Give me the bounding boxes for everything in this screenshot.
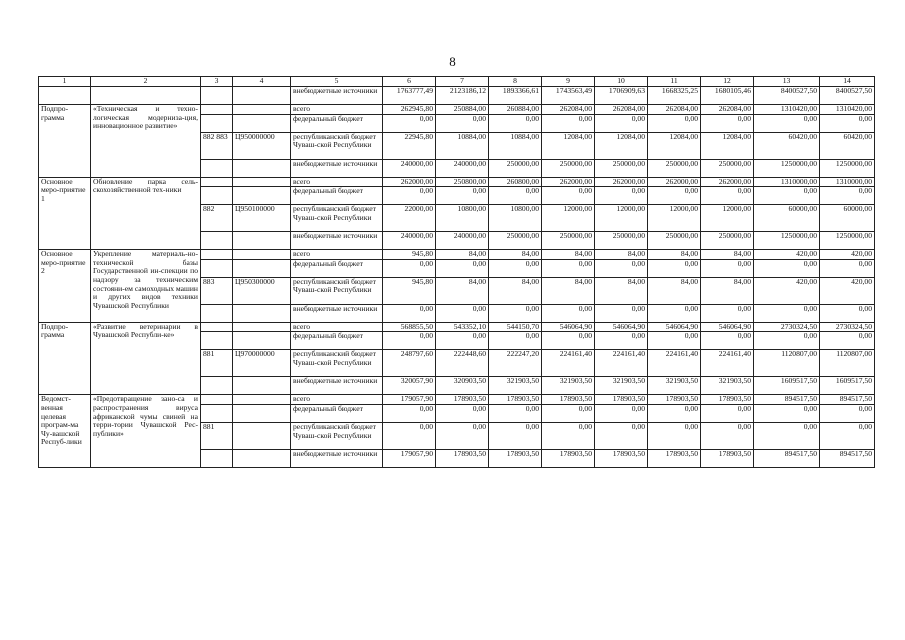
value-cell: 0,00 — [595, 187, 648, 205]
value-cell: 0,00 — [754, 114, 820, 132]
empty-cell — [201, 404, 233, 422]
value-cell: 8400527,50 — [820, 87, 875, 105]
value-cell: 1668325,25 — [648, 87, 701, 105]
funding-source: внебюджетные источники — [291, 449, 383, 467]
value-cell: 260800,00 — [489, 177, 542, 187]
value-cell: 543352,10 — [436, 322, 489, 332]
value-cell: 0,00 — [489, 332, 542, 350]
value-cell: 2123186,12 — [436, 87, 489, 105]
empty-cell — [201, 105, 233, 115]
value-cell: 0,00 — [648, 404, 701, 422]
value-cell: 262000,00 — [648, 177, 701, 187]
value-cell: 1250000,00 — [754, 159, 820, 177]
value-cell: 22000,00 — [383, 205, 436, 232]
col-header: 13 — [754, 77, 820, 87]
value-cell: 179057,90 — [383, 395, 436, 405]
value-cell: 262084,00 — [648, 105, 701, 115]
empty-cell — [233, 449, 291, 467]
empty-cell — [233, 377, 291, 395]
value-cell: 0,00 — [820, 304, 875, 322]
value-cell: 0,00 — [542, 332, 595, 350]
value-cell: 0,00 — [754, 304, 820, 322]
value-cell: 250000,00 — [489, 159, 542, 177]
value-cell: 0,00 — [701, 332, 754, 350]
page-number: 8 — [449, 54, 456, 69]
value-cell: 0,00 — [542, 187, 595, 205]
value-cell: 0,00 — [754, 187, 820, 205]
value-cell: 12084,00 — [542, 132, 595, 159]
value-cell: 0,00 — [436, 404, 489, 422]
value-cell: 0,00 — [648, 114, 701, 132]
empty-cell — [233, 159, 291, 177]
value-cell: 894517,50 — [820, 395, 875, 405]
value-cell: 0,00 — [820, 332, 875, 350]
value-cell: 250000,00 — [542, 159, 595, 177]
value-cell: 60420,00 — [820, 132, 875, 159]
value-cell: 0,00 — [648, 332, 701, 350]
value-cell: 0,00 — [542, 259, 595, 277]
value-cell: 420,00 — [820, 277, 875, 304]
value-cell: 84,00 — [648, 277, 701, 304]
empty-cell — [233, 259, 291, 277]
value-cell: 179057,90 — [383, 449, 436, 467]
value-cell: 0,00 — [383, 422, 436, 449]
value-cell: 1609517,50 — [820, 377, 875, 395]
value-cell: 1120807,00 — [820, 350, 875, 377]
value-cell: 0,00 — [595, 422, 648, 449]
funding-source: республиканский бюджет Чуваш-ской Республики — [291, 350, 383, 377]
value-cell: 262084,00 — [701, 105, 754, 115]
grbs-code: 882 883 — [201, 132, 233, 159]
value-cell: 250800,00 — [436, 177, 489, 187]
value-cell: 240000,00 — [436, 232, 489, 250]
value-cell: 240000,00 — [383, 159, 436, 177]
value-cell: 250000,00 — [595, 159, 648, 177]
value-cell: 12084,00 — [701, 132, 754, 159]
value-cell: 60000,00 — [820, 205, 875, 232]
col-header: 5 — [291, 77, 383, 87]
value-cell: 0,00 — [701, 404, 754, 422]
value-cell: 84,00 — [701, 250, 754, 260]
empty-cell — [233, 404, 291, 422]
value-cell: 0,00 — [820, 259, 875, 277]
col-header: 2 — [91, 77, 201, 87]
value-cell: 1250000,00 — [754, 232, 820, 250]
empty-cell — [201, 304, 233, 322]
value-cell: 546064,90 — [542, 322, 595, 332]
value-cell: 8400527,50 — [754, 87, 820, 105]
empty-cell — [233, 322, 291, 332]
program-type: Подпро-грамма — [39, 322, 91, 395]
col-header: 6 — [383, 77, 436, 87]
value-cell: 0,00 — [820, 404, 875, 422]
value-cell: 0,00 — [701, 304, 754, 322]
value-cell: 0,00 — [489, 304, 542, 322]
value-cell: 0,00 — [436, 259, 489, 277]
value-cell: 178903,50 — [648, 449, 701, 467]
value-cell: 0,00 — [542, 422, 595, 449]
value-cell: 250884,00 — [436, 105, 489, 115]
value-cell: 84,00 — [489, 250, 542, 260]
value-cell: 250000,00 — [701, 159, 754, 177]
value-cell: 0,00 — [489, 114, 542, 132]
value-cell: 0,00 — [489, 422, 542, 449]
grbs-code: 881 — [201, 422, 233, 449]
value-cell: 250000,00 — [701, 232, 754, 250]
funding-source: всего — [291, 105, 383, 115]
value-cell: 0,00 — [383, 304, 436, 322]
program-type: Ведомст-венная целевая програм-ма Чу-вашской Респуб-лики — [39, 395, 91, 468]
value-cell: 0,00 — [648, 259, 701, 277]
table-row — [39, 395, 875, 405]
value-cell: 224161,40 — [595, 350, 648, 377]
value-cell: 0,00 — [648, 422, 701, 449]
budget-code: Ц970000000 — [233, 350, 291, 377]
value-cell: 894517,50 — [754, 395, 820, 405]
value-cell: 0,00 — [701, 187, 754, 205]
value-cell: 321903,50 — [542, 377, 595, 395]
program-type: Основное меро-приятие 1 — [39, 177, 91, 250]
value-cell: 0,00 — [383, 187, 436, 205]
empty-cell — [201, 322, 233, 332]
value-cell: 420,00 — [820, 250, 875, 260]
empty-cell — [201, 259, 233, 277]
value-cell: 250000,00 — [595, 232, 648, 250]
table-row — [39, 105, 875, 115]
value-cell: 1120807,00 — [754, 350, 820, 377]
value-cell: 0,00 — [701, 422, 754, 449]
value-cell: 178903,50 — [436, 395, 489, 405]
col-header: 1 — [39, 77, 91, 87]
value-cell: 0,00 — [436, 304, 489, 322]
value-cell: 321903,50 — [701, 377, 754, 395]
value-cell: 84,00 — [595, 250, 648, 260]
empty-cell — [233, 232, 291, 250]
value-cell: 2730324,50 — [754, 322, 820, 332]
value-cell: 10884,00 — [489, 132, 542, 159]
value-cell: 12000,00 — [542, 205, 595, 232]
funding-source: федеральный бюджет — [291, 114, 383, 132]
value-cell: 1250000,00 — [820, 232, 875, 250]
empty-cell — [201, 187, 233, 205]
value-cell: 262000,00 — [595, 177, 648, 187]
value-cell: 0,00 — [542, 114, 595, 132]
funding-source: республиканский бюджет Чуваш-ской Республики — [291, 205, 383, 232]
col-header: 4 — [233, 77, 291, 87]
value-cell: 178903,50 — [701, 395, 754, 405]
funding-source: республиканский бюджет Чуваш-ской Республики — [291, 277, 383, 304]
value-cell: 0,00 — [436, 422, 489, 449]
value-cell: 945,80 — [383, 250, 436, 260]
grbs-code: 883 — [201, 277, 233, 304]
value-cell: 0,00 — [542, 404, 595, 422]
value-cell: 1310420,00 — [820, 105, 875, 115]
empty-cell — [201, 159, 233, 177]
value-cell: 178903,50 — [489, 395, 542, 405]
table-row — [39, 177, 875, 187]
value-cell: 1609517,50 — [754, 377, 820, 395]
budget-code — [233, 422, 291, 449]
value-cell: 544150,70 — [489, 322, 542, 332]
col-header: 11 — [648, 77, 701, 87]
value-cell: 84,00 — [489, 277, 542, 304]
program-title: «Развитие ветеринарии в Чувашской Республи-ке» — [91, 322, 201, 395]
value-cell: 178903,50 — [489, 449, 542, 467]
value-cell: 0,00 — [436, 114, 489, 132]
value-cell: 0,00 — [595, 114, 648, 132]
value-cell: 10800,00 — [436, 205, 489, 232]
value-cell: 84,00 — [436, 277, 489, 304]
empty-cell — [39, 87, 91, 105]
empty-cell — [201, 395, 233, 405]
value-cell: 178903,50 — [542, 449, 595, 467]
value-cell: 178903,50 — [595, 449, 648, 467]
funding-source: внебюджетные источники — [291, 87, 383, 105]
empty-cell — [233, 250, 291, 260]
empty-cell — [233, 187, 291, 205]
empty-cell — [233, 105, 291, 115]
value-cell: 22945,80 — [383, 132, 436, 159]
value-cell: 260884,00 — [489, 105, 542, 115]
value-cell: 262000,00 — [542, 177, 595, 187]
value-cell: 0,00 — [436, 332, 489, 350]
value-cell: 10800,00 — [489, 205, 542, 232]
funding-source: всего — [291, 395, 383, 405]
value-cell: 0,00 — [820, 114, 875, 132]
funding-source: республиканский бюджет Чуваш-ской Республики — [291, 422, 383, 449]
budget-code: Ц950100000 — [233, 205, 291, 232]
funding-source: внебюджетные источники — [291, 159, 383, 177]
budget-code: Ц950300000 — [233, 277, 291, 304]
value-cell: 1310000,00 — [754, 177, 820, 187]
funding-source: всего — [291, 322, 383, 332]
value-cell: 178903,50 — [595, 395, 648, 405]
budget-code: Ц950000000 — [233, 132, 291, 159]
value-cell: 224161,40 — [701, 350, 754, 377]
value-cell: 10884,00 — [436, 132, 489, 159]
col-header: 3 — [201, 77, 233, 87]
col-header: 7 — [436, 77, 489, 87]
value-cell: 894517,50 — [820, 449, 875, 467]
program-title: «Техническая и техно-логическая модерниза-ция, инновационное развитие» — [91, 105, 201, 178]
empty-cell — [233, 114, 291, 132]
value-cell: 321903,50 — [595, 377, 648, 395]
col-header: 12 — [701, 77, 754, 87]
value-cell: 84,00 — [542, 250, 595, 260]
funding-source: внебюджетные источники — [291, 232, 383, 250]
value-cell: 178903,50 — [648, 395, 701, 405]
value-cell: 0,00 — [754, 332, 820, 350]
value-cell: 0,00 — [383, 114, 436, 132]
value-cell: 1310000,00 — [820, 177, 875, 187]
value-cell: 248797,60 — [383, 350, 436, 377]
funding-source: федеральный бюджет — [291, 332, 383, 350]
value-cell: 178903,50 — [701, 449, 754, 467]
program-type: Основное меро-приятие 2 — [39, 250, 91, 323]
table-row — [39, 322, 875, 332]
value-cell: 240000,00 — [436, 159, 489, 177]
empty-cell — [201, 177, 233, 187]
grbs-code: 881 — [201, 350, 233, 377]
value-cell: 0,00 — [489, 259, 542, 277]
program-type: Подпро-грамма — [39, 105, 91, 178]
value-cell: 420,00 — [754, 277, 820, 304]
funding-source: федеральный бюджет — [291, 187, 383, 205]
empty-cell — [233, 395, 291, 405]
value-cell: 262000,00 — [701, 177, 754, 187]
value-cell: 0,00 — [701, 259, 754, 277]
value-cell: 178903,50 — [436, 449, 489, 467]
value-cell: 178903,50 — [542, 395, 595, 405]
value-cell: 250000,00 — [542, 232, 595, 250]
value-cell: 320903,50 — [436, 377, 489, 395]
col-header: 14 — [820, 77, 875, 87]
value-cell: 0,00 — [701, 114, 754, 132]
value-cell: 0,00 — [489, 187, 542, 205]
value-cell: 0,00 — [754, 259, 820, 277]
value-cell: 224161,40 — [542, 350, 595, 377]
value-cell: 240000,00 — [383, 232, 436, 250]
value-cell: 0,00 — [436, 187, 489, 205]
col-header: 8 — [489, 77, 542, 87]
value-cell: 0,00 — [595, 304, 648, 322]
value-cell: 12000,00 — [595, 205, 648, 232]
empty-cell — [233, 87, 291, 105]
empty-cell — [201, 87, 233, 105]
value-cell: 2730324,50 — [820, 322, 875, 332]
value-cell: 250000,00 — [648, 232, 701, 250]
col-header: 10 — [595, 77, 648, 87]
value-cell: 262084,00 — [595, 105, 648, 115]
funding-source: республиканский бюджет Чуваш-ской Республики — [291, 132, 383, 159]
value-cell: 546064,90 — [701, 322, 754, 332]
program-title: «Предотвращение зано-са и распространения вируса африканской чумы свиней на терри-тории Чувашской Рес-публики» — [91, 395, 201, 468]
value-cell: 0,00 — [820, 187, 875, 205]
col-header: 9 — [542, 77, 595, 87]
value-cell: 250000,00 — [648, 159, 701, 177]
funding-source: федеральный бюджет — [291, 404, 383, 422]
value-cell: 321903,50 — [489, 377, 542, 395]
value-cell: 1743563,49 — [542, 87, 595, 105]
funding-source: всего — [291, 177, 383, 187]
funding-source: внебюджетные источники — [291, 304, 383, 322]
empty-cell — [233, 177, 291, 187]
value-cell: 60000,00 — [754, 205, 820, 232]
value-cell: 0,00 — [383, 332, 436, 350]
value-cell: 0,00 — [542, 304, 595, 322]
value-cell: 84,00 — [648, 250, 701, 260]
value-cell: 320057,90 — [383, 377, 436, 395]
empty-cell — [91, 87, 201, 105]
funding-source: внебюджетные источники — [291, 377, 383, 395]
value-cell: 0,00 — [383, 259, 436, 277]
value-cell: 0,00 — [820, 422, 875, 449]
value-cell: 546064,90 — [648, 322, 701, 332]
empty-cell — [201, 377, 233, 395]
empty-cell — [201, 332, 233, 350]
empty-cell — [233, 332, 291, 350]
header-row — [39, 77, 875, 87]
budget-table — [38, 76, 875, 468]
value-cell: 222247,20 — [489, 350, 542, 377]
value-cell: 0,00 — [754, 422, 820, 449]
value-cell: 12000,00 — [648, 205, 701, 232]
value-cell: 321903,50 — [648, 377, 701, 395]
value-cell: 546064,90 — [595, 322, 648, 332]
value-cell: 0,00 — [595, 259, 648, 277]
value-cell: 0,00 — [489, 404, 542, 422]
value-cell: 1706909,63 — [595, 87, 648, 105]
value-cell: 224161,40 — [648, 350, 701, 377]
value-cell: 1680105,46 — [701, 87, 754, 105]
value-cell: 12084,00 — [595, 132, 648, 159]
empty-cell — [201, 250, 233, 260]
value-cell: 12084,00 — [648, 132, 701, 159]
value-cell: 84,00 — [701, 277, 754, 304]
value-cell: 222448,60 — [436, 350, 489, 377]
value-cell: 1763777,49 — [383, 87, 436, 105]
value-cell: 262000,00 — [383, 177, 436, 187]
value-cell: 12000,00 — [701, 205, 754, 232]
funding-source: федеральный бюджет — [291, 259, 383, 277]
grbs-code: 882 — [201, 205, 233, 232]
empty-cell — [201, 449, 233, 467]
value-cell: 262084,00 — [542, 105, 595, 115]
value-cell: 262945,80 — [383, 105, 436, 115]
value-cell: 1250000,00 — [820, 159, 875, 177]
value-cell: 568855,50 — [383, 322, 436, 332]
value-cell: 420,00 — [754, 250, 820, 260]
empty-cell — [233, 304, 291, 322]
value-cell: 0,00 — [595, 332, 648, 350]
value-cell: 1310420,00 — [754, 105, 820, 115]
value-cell: 0,00 — [595, 404, 648, 422]
program-title: Обновление парка сель-скохозяйственной тех-ники — [91, 177, 201, 250]
value-cell: 1893366,61 — [489, 87, 542, 105]
value-cell: 84,00 — [542, 277, 595, 304]
value-cell: 894517,50 — [754, 449, 820, 467]
value-cell: 0,00 — [383, 404, 436, 422]
empty-cell — [201, 114, 233, 132]
value-cell: 0,00 — [648, 187, 701, 205]
table-row — [39, 87, 875, 105]
value-cell: 0,00 — [648, 304, 701, 322]
value-cell: 0,00 — [754, 404, 820, 422]
value-cell: 60420,00 — [754, 132, 820, 159]
table-row — [39, 250, 875, 260]
empty-cell — [201, 232, 233, 250]
funding-source: всего — [291, 250, 383, 260]
value-cell: 945,80 — [383, 277, 436, 304]
value-cell: 84,00 — [595, 277, 648, 304]
value-cell: 84,00 — [436, 250, 489, 260]
value-cell: 250000,00 — [489, 232, 542, 250]
program-title: Укрепление материаль-но-технической базы Государственной ин-спекции по надзору за техническим состояни-ем самоходных машин и других видов техники Чувашской Республики — [91, 250, 201, 323]
